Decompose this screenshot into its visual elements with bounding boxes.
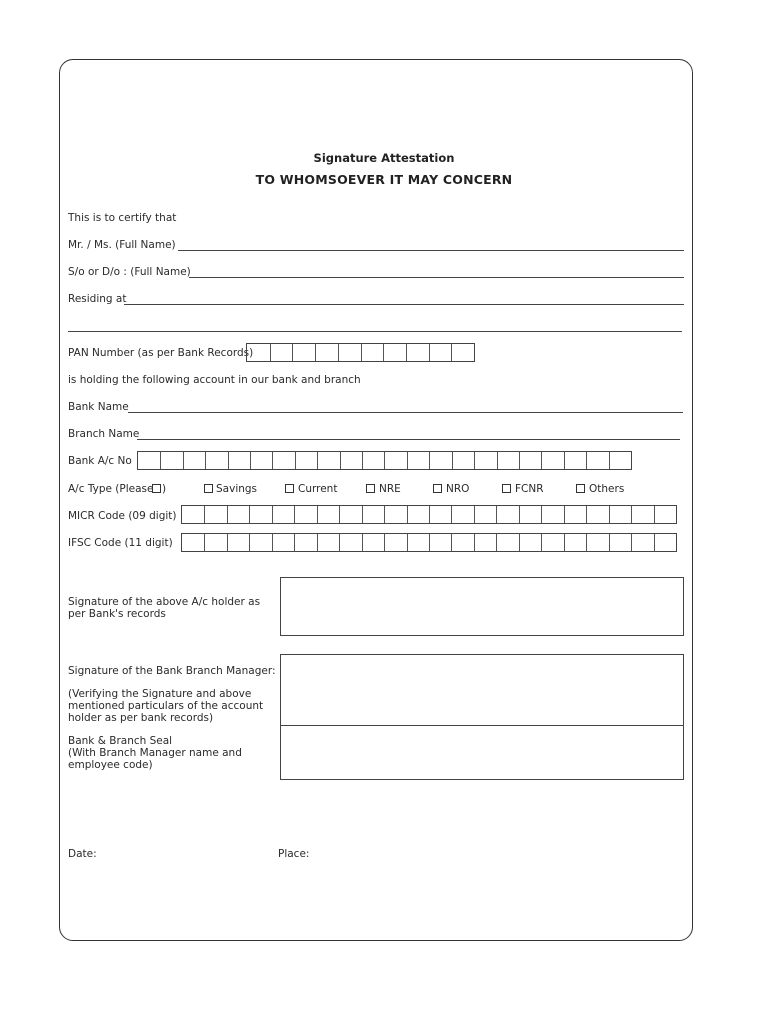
pan-label: PAN Number (as per Bank Records) xyxy=(68,347,254,359)
nre-label: NRE xyxy=(379,483,401,495)
micr-input-boxes[interactable] xyxy=(181,505,677,524)
fcnr-label: FCNR xyxy=(515,483,544,495)
holding-text: is holding the following account in our bank and branch xyxy=(68,374,361,386)
ac-type-close: ) xyxy=(162,483,167,495)
full-name-label: Mr. / Ms. (Full Name) xyxy=(68,239,176,251)
others-checkbox[interactable] xyxy=(576,484,585,493)
manager-signature-box[interactable] xyxy=(280,654,684,726)
savings-checkbox[interactable] xyxy=(204,484,213,493)
bank-name-label: Bank Name xyxy=(68,401,129,413)
intro-text: This is to certify that xyxy=(68,212,177,224)
ifsc-input-boxes[interactable] xyxy=(181,533,677,552)
holder-signature-label: Signature of the above A/c holder as per Bank's records xyxy=(68,596,261,620)
ac-type-label: A/c Type (Please xyxy=(68,483,154,495)
nro-checkbox[interactable] xyxy=(433,484,442,493)
micr-label: MICR Code (09 digit) xyxy=(68,510,177,522)
full-name-field[interactable] xyxy=(178,250,684,251)
current-checkbox[interactable] xyxy=(285,484,294,493)
nre-checkbox[interactable] xyxy=(366,484,375,493)
account-no-input-boxes[interactable] xyxy=(137,451,632,470)
parent-name-field[interactable] xyxy=(189,277,684,278)
parent-name-label: S/o or D/o : (Full Name) xyxy=(68,266,191,278)
form-title: Signature Attestation xyxy=(313,151,455,165)
form-border xyxy=(59,59,693,941)
branch-name-field[interactable] xyxy=(137,439,680,440)
current-label: Current xyxy=(298,483,338,495)
address-field-line-2[interactable] xyxy=(68,331,682,332)
account-no-label: Bank A/c No xyxy=(68,455,132,467)
bank-name-field[interactable] xyxy=(128,412,683,413)
holder-signature-box[interactable] xyxy=(280,577,684,636)
date-label: Date: xyxy=(68,848,97,860)
manager-verification-note: (Verifying the Signature and above mentioned particulars of the account holder as per bank records) xyxy=(68,688,264,724)
residing-label: Residing at xyxy=(68,293,127,305)
tick-indicator-icon xyxy=(152,484,161,493)
place-label: Place: xyxy=(278,848,310,860)
fcnr-checkbox[interactable] xyxy=(502,484,511,493)
others-label: Others xyxy=(589,483,625,495)
nro-label: NRO xyxy=(446,483,470,495)
address-field-line-1[interactable] xyxy=(124,304,684,305)
form-subtitle: TO WHOMSOEVER IT MAY CONCERN xyxy=(255,172,513,187)
seal-label: Bank & Branch Seal (With Branch Manager name and employee code) xyxy=(68,735,242,771)
manager-signature-label: Signature of the Bank Branch Manager: xyxy=(68,665,276,677)
bank-seal-box[interactable] xyxy=(280,725,684,780)
savings-label: Savings xyxy=(216,483,258,495)
ifsc-label: IFSC Code (11 digit) xyxy=(68,537,173,549)
branch-name-label: Branch Name xyxy=(68,428,140,440)
pan-input-boxes[interactable] xyxy=(246,343,475,362)
